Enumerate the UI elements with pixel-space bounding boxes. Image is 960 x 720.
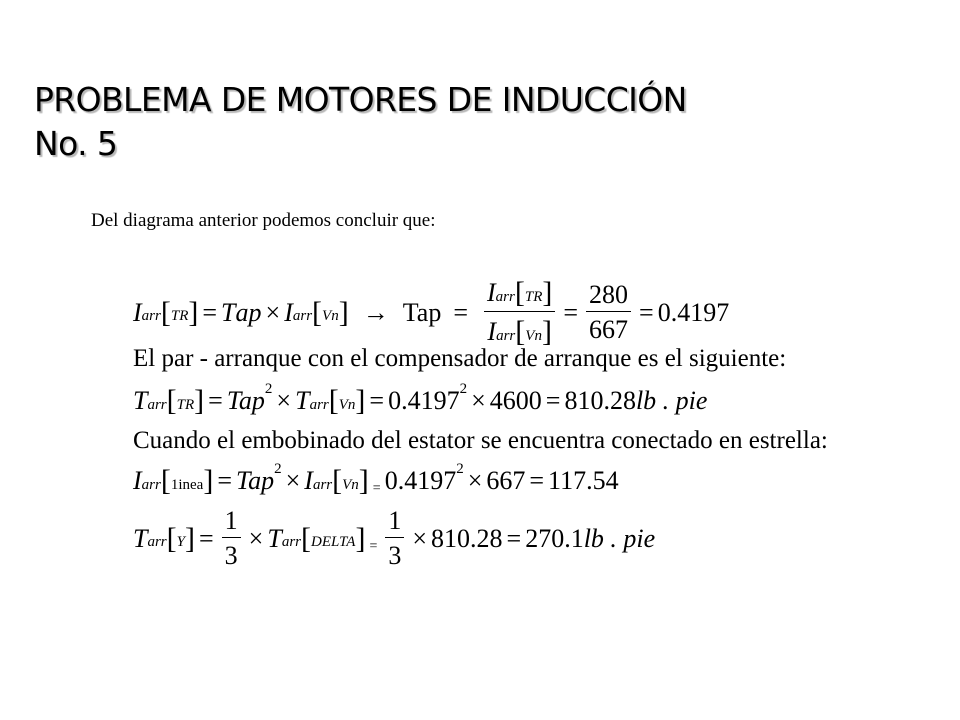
intro-text: Del diagrama anterior podemos concluir que: [91,210,436,231]
equation-current-linea: I arr [ 1inea ] = Tap 2 × I arr [ Vn ] = 0.4197 2 × 667 = 117.54 [133,460,619,497]
title-line-1: PROBLEMA DE MOTORES DE INDUCCIÓN [34,80,687,119]
tap-result: 0.4197 [657,297,730,327]
equation-tap: I arr [ TR ] = T ap × I arr [ Vn ] → Tap = I arr [ TR ] I arr [ Vn ] = $\frac{280}{667}$ = 0.4197 [133,276,730,348]
fraction-one-third: $\frac{1}{3}$ [222,508,241,569]
slide-title [34,78,687,166]
equation-torque-y: T arr [ Y ] = $\frac{1}{3}$ × T arr [ DELTA ] = $\frac{1}{3}$ × 810.28 = 270.1 lb . pie [133,506,656,570]
fraction-currents: I arr [ TR ] I arr [ Vn ] [484,278,555,347]
equation-torque-tr: T arr [ TR ] = Tap 2 × T arr [ Vn ] = 0.4197 2 × 4600 = 810.28 lb . pie [133,380,708,417]
fraction-one-third-2: $\frac{1}{3}$ [385,508,404,569]
text-estrella: Cuando el embobinado del estator se encuentra conectado en estrella: [133,427,828,454]
arrow-symbol: → [362,297,389,327]
fraction-values: $\frac{280}{667}$ [586,282,631,343]
text-par-arranque: El par - arranque con el compensador de arranque es el siguiente: [133,345,787,372]
title-line-2: No. 5 [34,124,118,163]
